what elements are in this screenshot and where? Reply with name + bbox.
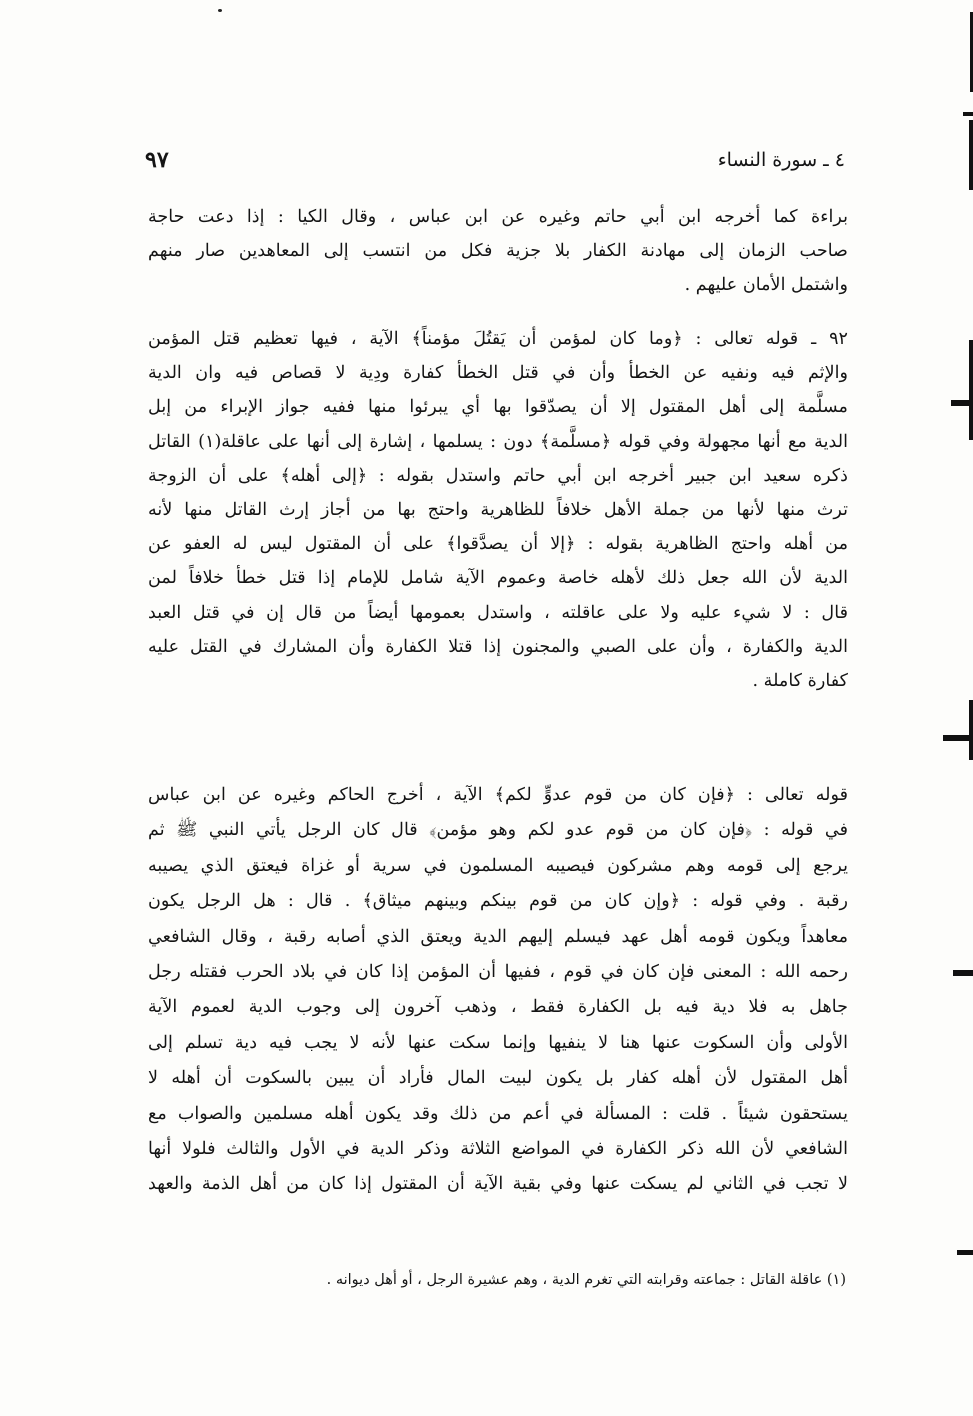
text-line: قوله تعالى : ﴿فإن كان من قوم عدوٍّ لكم﴾ الآية ، أخرج الحاكم وغيره عن ابن عباس (148, 785, 848, 805)
text-line: والإثم فيه ونفيه عن الخطأ وأن في قتل الخطأ كفارة ودِية لا قصاص فيه وان الدية (148, 363, 848, 384)
text-line: الشافعي لأن الله ذكر الكفارة في المواضع الثلاثة وذكر الدية في الأول والثالث فلولا أنها (148, 1138, 848, 1159)
text-line: يرجع إلى قومه وهم مشركون فيصيبه المسلمون في سرية أو غزاة فيعتق الذي يصيبه (148, 855, 848, 876)
text-line: من أهله واحتج الظاهرية بقوله : ﴿إلا أن يصدَّقوا﴾ على أن المقتول ليس له العفو عن (148, 534, 848, 555)
text-line: ترث منها لأنها من جملة الأهل خلافاً للظاهرية واحتج بها من أجاز إرث القاتل منها لأنه (148, 499, 848, 520)
paragraph-2 (148, 322, 848, 698)
scan-edge-mark (969, 700, 973, 760)
surah-title: ٤ ـ سورة النساء (717, 149, 845, 171)
text-line: معاهداً ويكون قومه أهل عهد فيسلم إليهم الدية ويعتق الذي أصابه رقبة ، وقال الشافعي (148, 926, 848, 947)
scan-edge-mark (969, 120, 973, 190)
text-line: في قوله : ﴿فإن كان من قوم عدو لكم وهو مؤمن﴾ قال كان الرجل يأتي النبي ﷺ ثم (148, 820, 848, 841)
text-line: أهل المقتول لأن أهله كفار بل يكون لبيت المال فأراد أن يبين بالسكوت أن أهله لا (148, 1068, 848, 1089)
text-line: واشتمل الأمان عليهم . (684, 275, 848, 296)
text-line: ٩٢ ـ قوله تعالى : ﴿وما كان لمؤمن أن يَقتُلَ مؤمناً﴾ الآية ، فيها تعظيم قتل المؤمن (148, 329, 848, 349)
paragraph-3 (148, 778, 848, 1203)
text-line: صاحب الزمان إلى مهادنة الكفار بلا جزية فكل من انتسب إلى المعاهدين صار منهم (148, 241, 848, 262)
text-line: الدية مع أنها مجهولة وفي قوله ﴿مسلَّمة﴾ دون : يسلمها ، إشارة إلى أنها على عاقلة(١) القاتل (148, 431, 848, 452)
text-line: الأولى وأن السكوت عنها هنا لا ينفيها وإنما سكت عنها لأنه لا يجب فيه دية تسلم إلى (148, 1032, 848, 1053)
text-line: جاهل به فلا دية فيه بل الكفارة فقط ، وذهب آخرون إلى وجوب الدية لعموم الآية (148, 997, 848, 1018)
text-line: الدية والكفارة ، وأن على الصبي والمجنون إذا قتلا الكفارة وأن المشارك في القتل عليه (148, 636, 848, 657)
text-line: يستحقون شيئاً . قلت : المسألة في أعم من ذلك وقد يكون أهله مسلمين والصواب مع (148, 1103, 848, 1124)
scan-edge-mark (957, 1250, 973, 1255)
page-number: ٩٧ (145, 147, 169, 173)
paragraph-1 (148, 200, 848, 303)
text-line: مسلَّمة إلى أهل المقتول إلا أن يصدّقوا بها أي يبرئوا منها ففيه جواز الإبراء من إبل (148, 397, 848, 418)
text-line: براءة كما أخرجه ابن أبي حاتم وغيره عن ابن عباس ، وقال الكيا : إذا دعت حاجة (148, 207, 848, 227)
scan-edge-mark (953, 970, 973, 976)
scan-speck (218, 9, 222, 12)
footnote: (١) عاقلة القاتل : جماعته وقرابته التي تغرم الدية ، وهم عشيرة الرجل ، أو أهل ديوانه . (326, 1272, 846, 1288)
text-line: رحمه الله : المعنى فإن كان في قوم ، ففيها أن المؤمن إذا كان في بلاد الحرب فقتله رجل (148, 961, 848, 982)
scan-edge-mark (969, 340, 973, 440)
text-line: لا تجب في الثاني لم يسكت عنها وفي بقية الآية أن المقتول إذا كان من أهل الذمة والعهد (148, 1174, 848, 1195)
text-line: رقبة . وفي قوله : ﴿وإن كان من قوم بينكم وبينهم ميثاق﴾ . قال : هل الرجل يكون (148, 891, 848, 912)
text-line: قال : لا شيء عليه ولا على عاقلته ، واستدل بعمومها أيضاً من قال إن في قتل العبد (148, 602, 848, 623)
page-header (145, 140, 845, 180)
text-line: ذكره سعيد ابن جبير أخرجه ابن أبي حاتم واستدل بقوله : ﴿إلى أهله﴾ على أن الزوجة (148, 465, 848, 486)
text-line: الدية لأن الله جعل ذلك لأهله خاصة وعموم الآية شامل للإمام إذا قتل خطأ خلافاً لمن (148, 568, 848, 589)
scan-edge-mark (963, 112, 973, 116)
text-line: كفارة كاملة . (752, 670, 848, 691)
